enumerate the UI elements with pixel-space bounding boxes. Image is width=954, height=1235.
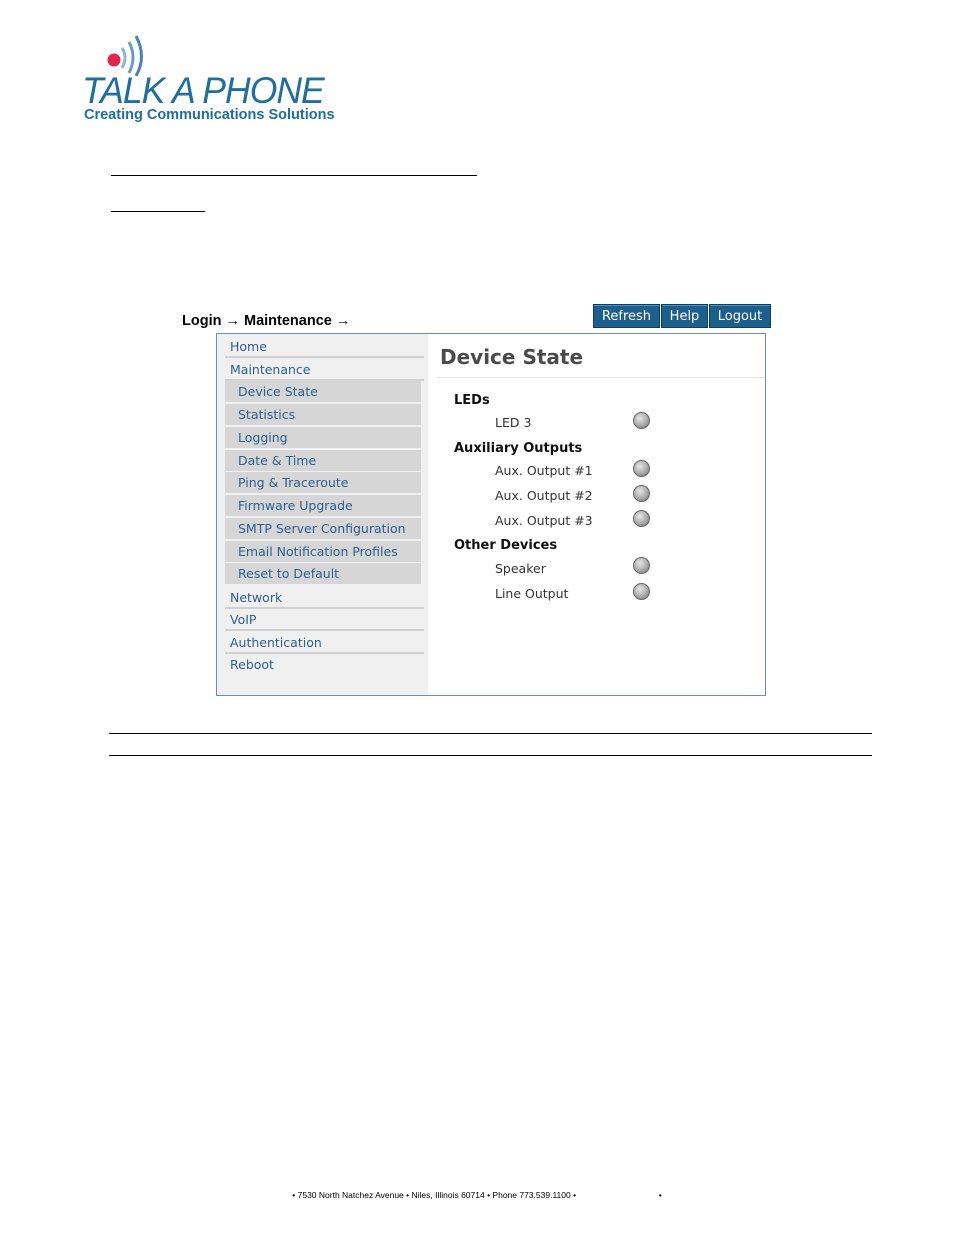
company-logo-tagline: Creating Communications Solutions: [84, 107, 335, 123]
sidebar-item-authentication[interactable]: Authentication: [225, 633, 424, 654]
sidebar-subitem-ping-traceroute[interactable]: Ping & Traceroute: [225, 472, 421, 493]
led-status-indicator: [633, 557, 650, 574]
sidebar-item-network[interactable]: Network: [225, 588, 424, 609]
device-label-speaker: Speaker: [495, 561, 546, 576]
page-footer: • 7530 North Natchez Avenue • Niles, Illinois 60714 • Phone 773.539.1100 • •: [292, 1190, 662, 1200]
led-status-indicator: [633, 510, 650, 527]
sidebar-subitem-email-notification-profiles[interactable]: Email Notification Profiles: [225, 541, 421, 562]
page-title: Device State: [440, 345, 584, 369]
device-label-led-3: LED 3: [495, 415, 532, 430]
company-logo-title: TALK A PHONE: [82, 70, 324, 111]
device-label-line-output: Line Output: [495, 586, 569, 601]
sidebar-subitem-logging[interactable]: Logging: [225, 427, 421, 448]
device-label-aux-output-1: Aux. Output #1: [495, 463, 593, 478]
web-ui-screenshot: [216, 333, 766, 696]
breadcrumb: Login → Maintenance →: [182, 313, 351, 329]
sidebar-item-maintenance[interactable]: Maintenance: [225, 360, 424, 381]
refresh-button[interactable]: Refresh: [593, 304, 660, 328]
divider-rule: [109, 755, 872, 756]
led-status-indicator: [633, 583, 650, 600]
device-state-panel: [428, 334, 765, 695]
sidebar-subitem-device-state[interactable]: Device State: [225, 381, 421, 402]
subheader-rule: [111, 211, 205, 212]
sidebar-subitem-statistics[interactable]: Statistics: [225, 404, 421, 425]
help-button[interactable]: Help: [661, 304, 708, 328]
sidebar-subitem-reset-to-default[interactable]: Reset to Default: [225, 563, 421, 584]
divider-rule: [109, 733, 872, 734]
sidebar-subitem-date-time[interactable]: Date & Time: [225, 450, 421, 471]
logout-button[interactable]: Logout: [709, 304, 771, 328]
device-label-aux-output-2: Aux. Output #2: [495, 488, 593, 503]
led-status-indicator: [633, 460, 650, 477]
sidebar-nav: [217, 334, 428, 695]
section-heading-leds: LEDs: [454, 393, 490, 408]
sidebar-subitem-smtp-server-configuration[interactable]: SMTP Server Configuration: [225, 518, 421, 539]
header-rule: [111, 175, 477, 176]
section-heading-other-devices: Other Devices: [454, 538, 558, 553]
sidebar-item-reboot[interactable]: Reboot: [230, 657, 274, 672]
led-status-indicator: [633, 485, 650, 502]
device-label-aux-output-3: Aux. Output #3: [495, 513, 593, 528]
section-heading-auxiliary-outputs: Auxiliary Outputs: [454, 441, 583, 456]
sidebar-subitem-firmware-upgrade[interactable]: Firmware Upgrade: [225, 495, 421, 516]
sidebar-item-voip[interactable]: VoIP: [225, 610, 424, 631]
sidebar-item-home[interactable]: Home: [225, 337, 424, 358]
title-divider: [438, 377, 765, 378]
led-status-indicator: [633, 412, 650, 429]
